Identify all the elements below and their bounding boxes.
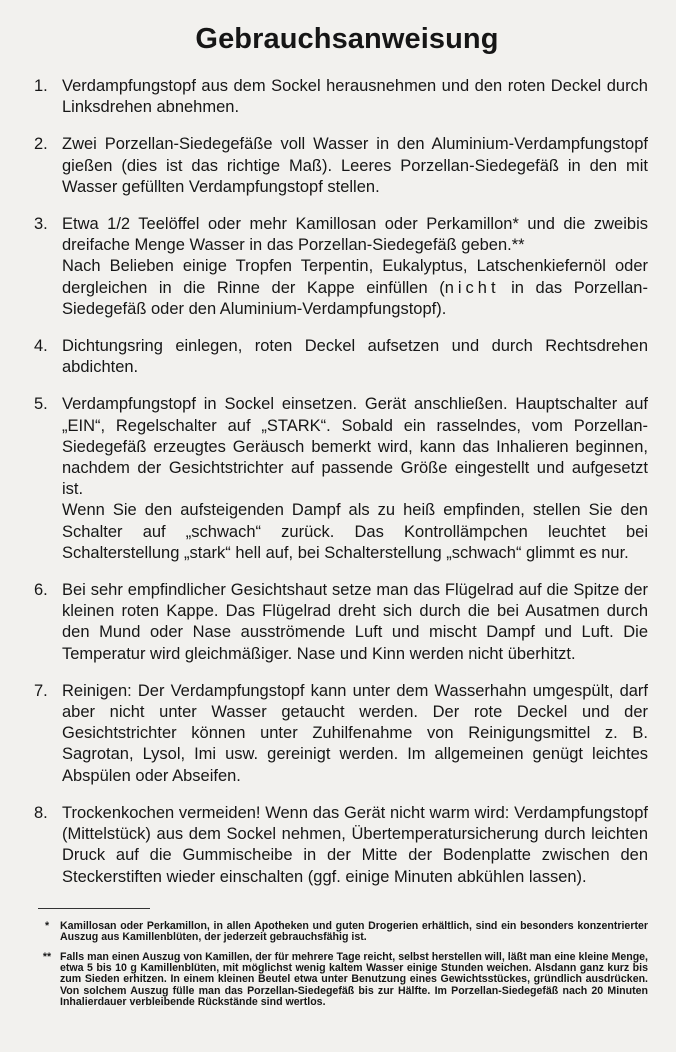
step-text-part: Nach Belieben einige Tropfen Terpentin, Eukalyptus, Latschenkiefernöl oder dergleichen in die Rinne der Kappe einfüllen ( — [62, 257, 648, 297]
step-number: 3. — [34, 215, 48, 234]
page-title: Gebrauchsanweisung — [195, 23, 499, 55]
step-4 — [34, 336, 648, 378]
step-text: Dichtungsring einlegen, roten Deckel aufsetzen und durch Rechtsdrehen abdichten. — [62, 337, 648, 377]
step-text-part: in das Porzellan-Siedegefäß oder den Aluminium-Verdampfungstopf). — [62, 278, 648, 318]
step-number: 5. — [34, 395, 48, 414]
step-number: 4. — [34, 337, 48, 356]
step-number: 6. — [34, 581, 48, 600]
step-3 — [34, 214, 648, 320]
footnote-text: Falls man einen Auszug von Kamillen, der für mehrere Tage reicht, selbst herstellen will, läßt man eine kleine Menge, etwa 5 bis 10 g Kamillenblüten, mit möglichst wenig kaltem Wasser einige Stunden weichen. Alsdann ganz kurz bis zum Sieden erhitzen. In einem kleinen Beutel etwa unter Benutzung eines Gewichtsstückes, gründlich ausdrücken. Von solchem Auszug fülle man das Porzellan-Siedegefäß bis zur Hälfte. Im Porzellan-Siedegefäß nach 20 Minuten Inhalierdauer verbleibende Rückstände sind wertlos. — [60, 950, 648, 1009]
step-text — [62, 214, 648, 320]
steps-list — [34, 76, 648, 888]
step-text-part: Teelöffel oder mehr Kamillosan oder Perkamillon* und die zweibis dreifache Menge Wasser in das Porzellan-Siedegefäß geben.** — [62, 215, 648, 255]
step-2 — [34, 134, 648, 198]
step-text-part: Etwa — [62, 215, 108, 234]
step-text: Reinigen: Der Verdampfungstopf kann unter dem Wasserhahn umgespült, darf aber nicht unter Wasser getaucht werden. Der rote Deckel und der Gesichtstrichter können unter Zuhilfenahme von Reinigungsmittel z. B. Sagrotan, Lysol, Imi usw. gereinigt werden. Im allgemeinen genügt leichtes Abspülen oder Abseifen. — [62, 681, 648, 785]
footnote — [34, 921, 648, 944]
footnote-mark: ** — [42, 950, 52, 963]
footnote-mark: * — [44, 919, 50, 932]
footnote-text: Kamillosan oder Perkamillon, in allen Apotheken und guten Drogerien erhältlich, sind ein besonders konzentrierter Auszug aus Kamillenblüten, der jederzeit gebrauchsfähig ist. — [60, 919, 648, 944]
step-text — [62, 394, 648, 564]
step-5 — [34, 394, 648, 564]
emphasis-text: nicht — [444, 278, 500, 297]
step-paragraph — [62, 214, 648, 256]
step-7 — [34, 681, 648, 787]
footnotes — [34, 921, 648, 1009]
step-text: Bei sehr empfindlicher Gesichtshaut setze man das Flügelrad auf die Spitze der kleinen roten Kappe. Das Flügelrad dreht sich durch die bei Ausatmen durch den Mund oder Nase ausströmende Luft und mischt Dampf und Luft. Die Temperatur wird gleichmäßiger. Nase und Kinn werden nicht überhitzt. — [62, 581, 648, 663]
footnote-divider — [38, 908, 150, 909]
step-text: Zwei Porzellan-Siedegefäße voll Wasser in den Aluminium-Verdampfungstopf gießen (dies ist das richtige Maß). Leeres Porzellan-Siedegefäß in den mit Wasser gefüllten Verdampfungstopf stellen. — [62, 135, 648, 196]
step-number: 1. — [34, 77, 48, 95]
step-paragraph: Verdampfungstopf in Sockel einsetzen. Gerät anschließen. Hauptschalter auf „EIN“, Regelschalter auf „STARK“. Sobald ein rasselndes, vom Porzellan-Siedegefäß erzeugtes Geräusch bemerkt wird, kann das Inhalieren beginnen, nachdem der Gesichtstrichter auf passende Größe eingestellt und aufgesetzt ist. — [62, 395, 648, 499]
footnote — [34, 952, 648, 1009]
step-number: 2. — [34, 135, 48, 154]
step-paragraph: Wenn Sie den aufsteigenden Dampf als zu heiß empfinden, stellen Sie den Schalter auf „schwach“ zurück. Das Kontrollämpchen leuchtet bei Schalterstellung „stark“ hell auf, bei Schalterstellung „schwach“ glimmt es nur. — [62, 501, 648, 562]
step-number: 8. — [34, 803, 48, 822]
step-paragraph — [62, 256, 648, 320]
step-8 — [34, 803, 648, 888]
fraction: 1/2 — [107, 215, 131, 234]
step-text: Verdampfungstopf aus dem Sockel herausnehmen und den roten Deckel durch Linksdrehen abnehmen. — [62, 77, 648, 117]
step-1 — [34, 76, 648, 118]
step-number: 7. — [34, 681, 48, 700]
step-6 — [34, 580, 648, 665]
step-text: Trockenkochen vermeiden! Wenn das Gerät nicht warm wird: Verdampfungstopf (Mittelstück) aus dem Sockel nehmen, Übertemperatursicherung durch leichten Druck auf die Gummischeibe in der Mitte der Bodenplatte zwischen den Steckerstiften wieder einschalten (ggf. einige Minuten abkühlen lassen). — [62, 803, 648, 886]
